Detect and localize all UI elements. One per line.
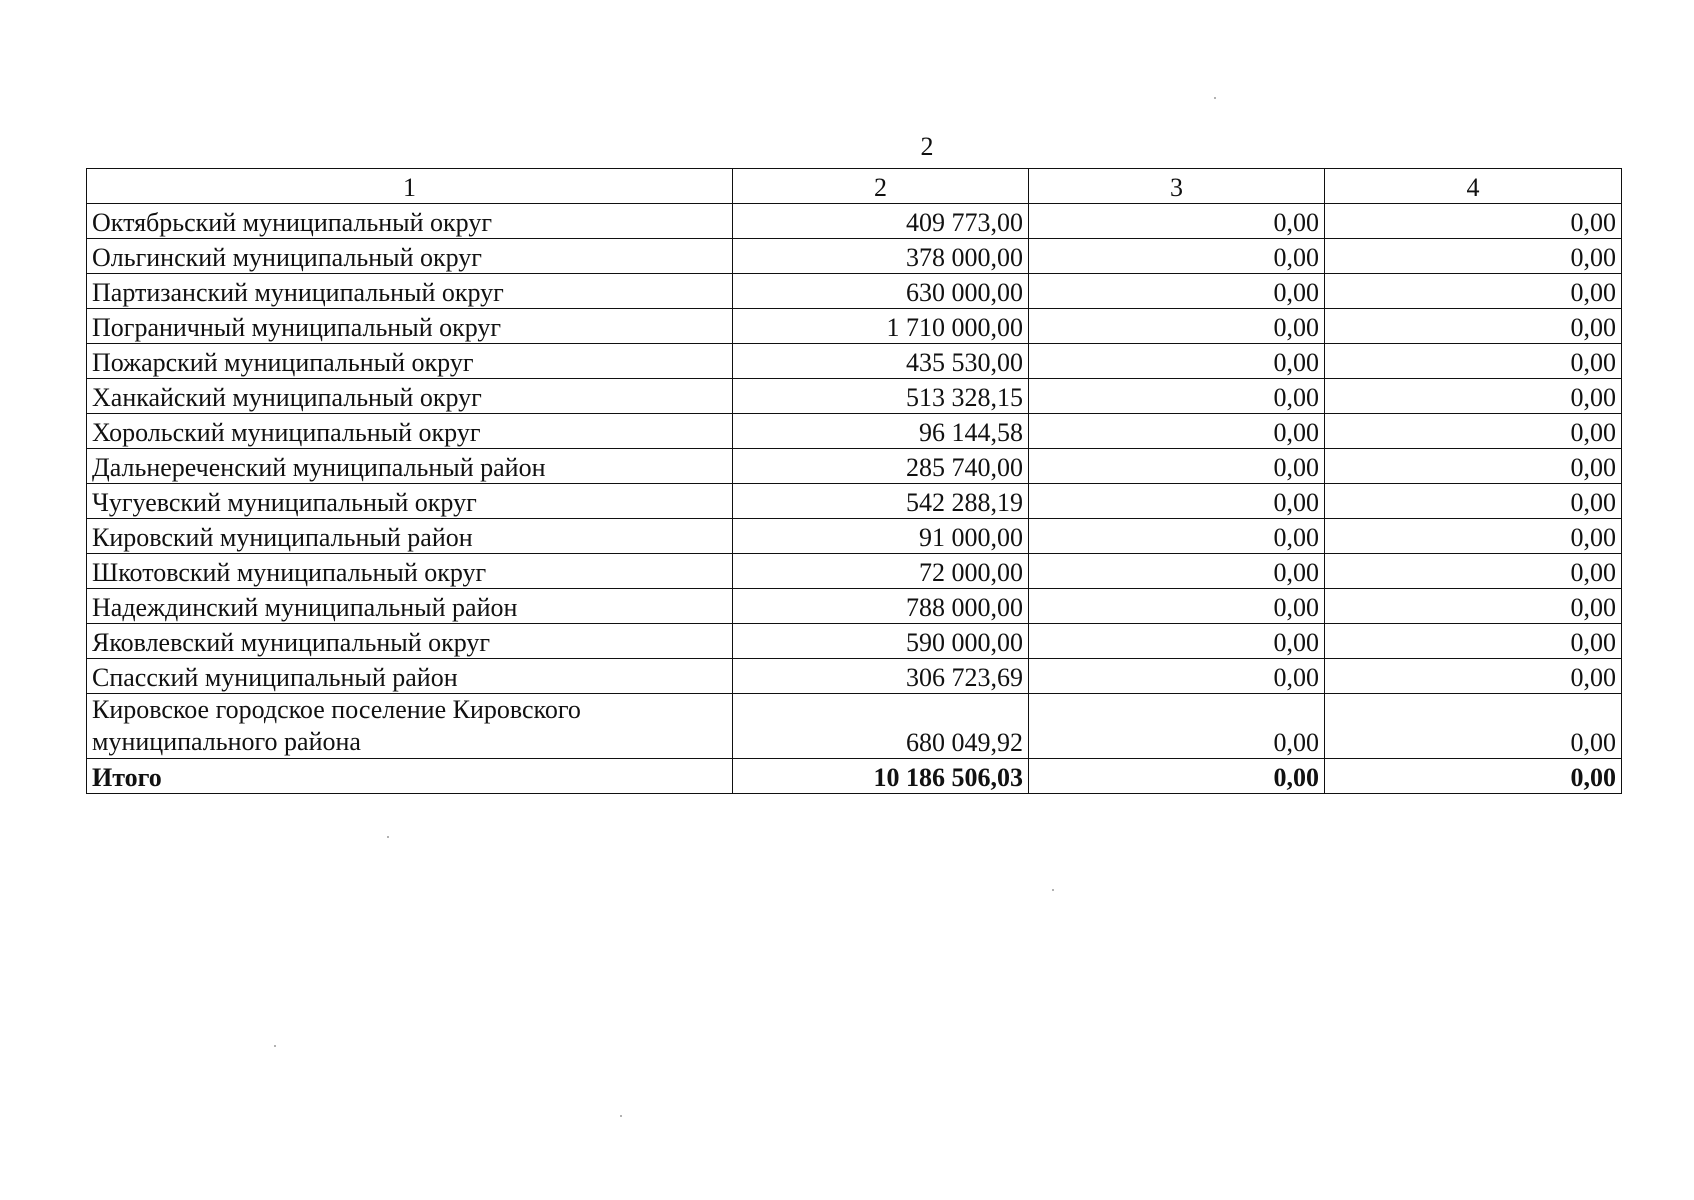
row-value-3: 0,00	[1029, 274, 1325, 309]
row-value-4: 0,00	[1325, 344, 1622, 379]
row-value-4: 0,00	[1325, 484, 1622, 519]
row-value-2: 1 710 000,00	[733, 309, 1029, 344]
row-name: Яковлевский муниципальный округ	[87, 624, 733, 659]
row-value-4: 0,00	[1325, 379, 1622, 414]
row-name: Ханкайский муниципальный округ	[87, 379, 733, 414]
table-header-row	[87, 169, 1622, 204]
row-value-4: 0,00	[1325, 589, 1622, 624]
scan-speck	[1214, 97, 1216, 99]
table-row	[87, 204, 1622, 239]
row-value-3: 0,00	[1029, 554, 1325, 589]
table-row	[87, 309, 1622, 344]
row-name: Кировский муниципальный район	[87, 519, 733, 554]
row-value-3: 0,00	[1029, 694, 1325, 759]
row-value-2: 788 000,00	[733, 589, 1029, 624]
row-value-4: 0,00	[1325, 624, 1622, 659]
row-value-3: 0,00	[1029, 449, 1325, 484]
row-name: Дальнереченский муниципальный район	[87, 449, 733, 484]
row-value-3: 0,00	[1029, 344, 1325, 379]
row-value-3: 0,00	[1029, 239, 1325, 274]
table-row	[87, 589, 1622, 624]
table-row	[87, 624, 1622, 659]
row-value-4: 0,00	[1325, 694, 1622, 759]
row-name: Пожарский муниципальный округ	[87, 344, 733, 379]
row-name: Спасский муниципальный район	[87, 659, 733, 694]
row-value-4: 0,00	[1325, 449, 1622, 484]
table-row	[87, 239, 1622, 274]
table-row	[87, 519, 1622, 554]
page-number: 2	[920, 132, 934, 161]
table-row	[87, 659, 1622, 694]
column-header-3: 3	[1029, 169, 1325, 204]
row-value-2: 285 740,00	[733, 449, 1029, 484]
table-row	[87, 694, 1622, 759]
row-value-3: 0,00	[1029, 379, 1325, 414]
scan-speck	[1052, 889, 1054, 891]
scan-speck	[387, 836, 389, 838]
table-row	[87, 554, 1622, 589]
total-value-2: 10 186 506,03	[733, 759, 1029, 794]
row-value-3: 0,00	[1029, 309, 1325, 344]
row-value-4: 0,00	[1325, 309, 1622, 344]
row-name: Чугуевский муниципальный округ	[87, 484, 733, 519]
total-value-4: 0,00	[1325, 759, 1622, 794]
row-value-4: 0,00	[1325, 239, 1622, 274]
row-value-2: 72 000,00	[733, 554, 1029, 589]
row-value-4: 0,00	[1325, 519, 1622, 554]
row-value-2: 542 288,19	[733, 484, 1029, 519]
allocation-table	[86, 168, 1622, 794]
row-name: Кировское городское поселение Кировского муниципального района	[87, 694, 733, 759]
row-value-4: 0,00	[1325, 274, 1622, 309]
column-header-2: 2	[733, 169, 1029, 204]
table-row	[87, 379, 1622, 414]
row-name: Октябрьский муниципальный округ	[87, 204, 733, 239]
row-value-3: 0,00	[1029, 414, 1325, 449]
row-value-3: 0,00	[1029, 624, 1325, 659]
table-row	[87, 449, 1622, 484]
row-value-2: 409 773,00	[733, 204, 1029, 239]
row-value-3: 0,00	[1029, 204, 1325, 239]
total-label: Итого	[87, 759, 733, 794]
row-value-3: 0,00	[1029, 519, 1325, 554]
scan-speck	[274, 1045, 276, 1047]
table-row	[87, 414, 1622, 449]
row-value-2: 96 144,58	[733, 414, 1029, 449]
table-row	[87, 484, 1622, 519]
row-value-4: 0,00	[1325, 414, 1622, 449]
table-row	[87, 274, 1622, 309]
row-name: Шкотовский муниципальный округ	[87, 554, 733, 589]
row-value-2: 435 530,00	[733, 344, 1029, 379]
row-name: Надеждинский муниципальный район	[87, 589, 733, 624]
row-value-3: 0,00	[1029, 589, 1325, 624]
row-value-4: 0,00	[1325, 659, 1622, 694]
table-row	[87, 344, 1622, 379]
row-value-2: 513 328,15	[733, 379, 1029, 414]
column-header-4: 4	[1325, 169, 1622, 204]
row-value-3: 0,00	[1029, 484, 1325, 519]
total-value-3: 0,00	[1029, 759, 1325, 794]
scan-speck	[620, 1115, 622, 1117]
total-row	[87, 759, 1622, 794]
row-name: Ольгинский муниципальный округ	[87, 239, 733, 274]
row-value-2: 630 000,00	[733, 274, 1029, 309]
row-value-2: 306 723,69	[733, 659, 1029, 694]
row-value-3: 0,00	[1029, 659, 1325, 694]
row-value-2: 680 049,92	[733, 694, 1029, 759]
column-header-1: 1	[87, 169, 733, 204]
row-value-4: 0,00	[1325, 554, 1622, 589]
row-name: Пограничный муниципальный округ	[87, 309, 733, 344]
row-value-2: 91 000,00	[733, 519, 1029, 554]
row-value-4: 0,00	[1325, 204, 1622, 239]
row-value-2: 590 000,00	[733, 624, 1029, 659]
row-name: Хорольский муниципальный округ	[87, 414, 733, 449]
row-value-2: 378 000,00	[733, 239, 1029, 274]
row-name: Партизанский муниципальный округ	[87, 274, 733, 309]
